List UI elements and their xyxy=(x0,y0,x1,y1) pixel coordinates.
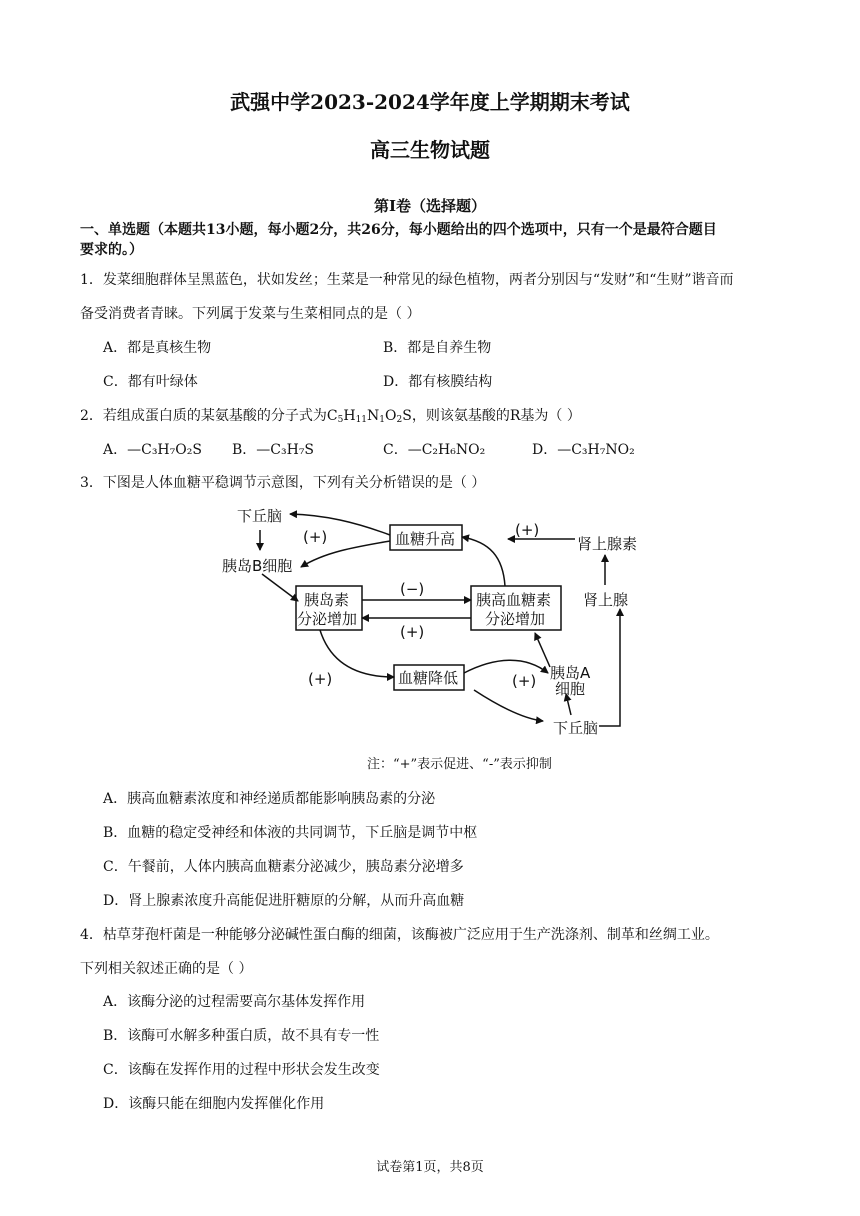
q4-option-b: B．该酶可水解多种蛋白质，故不具有专一性 xyxy=(103,1028,380,1044)
label-adrenaline: 肾上腺素 xyxy=(577,535,638,553)
q2-option-b: B．—C₃H₇S xyxy=(232,442,315,458)
label-plus-4: (+) xyxy=(308,670,333,688)
page-footer: 试卷第1页，共8页 xyxy=(376,1160,484,1175)
label-hypothalamus-top: 下丘脑 xyxy=(237,507,283,525)
q1-option-d: D．都有核膜结构 xyxy=(383,374,493,390)
q1-option-a: A．都是真核生物 xyxy=(103,340,212,356)
q1-stem-line1: 1．发菜细胞群体呈黑蓝色，状如发丝；生菜是一种常见的绿色植物，两者分别因与“发财”和“生财”谐音而 xyxy=(80,272,734,288)
q3-stem: 3．下图是人体血糖平稳调节示意图，下列有关分析错误的是（ ） xyxy=(80,475,486,491)
q4-option-a: A．该酶分泌的过程需要高尔基体发挥作用 xyxy=(103,994,366,1010)
q4-stem-line2: 下列相关叙述正确的是（ ） xyxy=(80,961,253,977)
q2-stem: 2．若组成蛋白质的某氨基酸的分子式为$C_5H_{11}N_1O_2S$，则该氨基酸的R基为（ ） xyxy=(80,408,581,425)
subject-title: 高三生物试题 xyxy=(370,138,490,162)
q1-option-c: C．都有叶绿体 xyxy=(103,374,198,390)
label-hypothalamus-bottom: 下丘脑 xyxy=(553,719,599,737)
q3-diagram-note: 注：“+”表示促进、“-”表示抑制 xyxy=(367,757,552,772)
label-glucagon-secretion: 分泌增加 xyxy=(485,610,546,628)
label-adrenal-gland: 肾上腺 xyxy=(583,591,629,609)
blood-sugar-regulation-diagram xyxy=(215,497,645,742)
label-plus-3: (+) xyxy=(400,623,425,641)
label-blood-sugar-up: 血糖升高 xyxy=(395,530,456,548)
q1-stem-line2: 备受消费者青睐。下列属于发菜与生菜相同点的是（ ） xyxy=(80,306,421,322)
q4-option-c: C．该酶在发挥作用的过程中形状会发生改变 xyxy=(103,1062,380,1078)
label-plus-5: (+) xyxy=(512,672,537,690)
q3-option-b: B．血糖的稳定受神经和体液的共同调节，下丘脑是调节中枢 xyxy=(103,825,478,841)
q1-option-b: B．都是自养生物 xyxy=(383,340,492,356)
q2-option-d: D．—C₃H₇NO₂ xyxy=(532,442,635,458)
q2-option-c: C．—C₂H₆NO₂ xyxy=(383,442,486,458)
q4-stem-line1: 4．枯草芽孢杆菌是一种能够分泌碱性蛋白酶的细菌，该酶被广泛应用于生产洗涤剂、制革和丝绸工业。 xyxy=(80,927,719,943)
q3-option-d: D．肾上腺素浓度升高能促进肝糖原的分解，从而升高血糖 xyxy=(103,893,465,909)
section-instruction-line2: 要求的。） xyxy=(80,242,143,258)
school-title: 武强中学2023-2024学年度上学期期末考试 xyxy=(230,90,630,114)
q3-option-a: A．胰高血糖素浓度和神经递质都能影响胰岛素的分泌 xyxy=(103,791,436,807)
q4-option-d: D．该酶只能在细胞内发挥催化作用 xyxy=(103,1096,325,1112)
section-title: 第Ⅰ卷（选择题） xyxy=(373,197,487,215)
label-islet-a-cell-2: 细胞 xyxy=(555,680,586,698)
label-plus-2: (+) xyxy=(515,521,540,539)
section-instruction-line1: 一、单选题（本题共13小题，每小题2分，共26分，每小题给出的四个选项中，只有一个是最符合题目 xyxy=(80,222,717,238)
label-islet-b-cell: 胰岛B细胞 xyxy=(222,557,293,575)
q3-option-c: C．午餐前，人体内胰高血糖素分泌减少，胰岛素分泌增多 xyxy=(103,859,464,875)
label-blood-sugar-down: 血糖降低 xyxy=(398,669,459,687)
label-insulin: 胰岛素 xyxy=(304,591,350,609)
label-plus-1: (+) xyxy=(303,528,328,546)
label-minus: (−) xyxy=(400,580,425,598)
label-islet-a-cell: 胰岛A xyxy=(550,664,591,682)
label-insulin-secretion: 分泌增加 xyxy=(297,610,358,628)
q2-option-a: A．—C₃H₇O₂S xyxy=(103,442,202,458)
label-glucagon: 胰高血糖素 xyxy=(476,591,552,609)
